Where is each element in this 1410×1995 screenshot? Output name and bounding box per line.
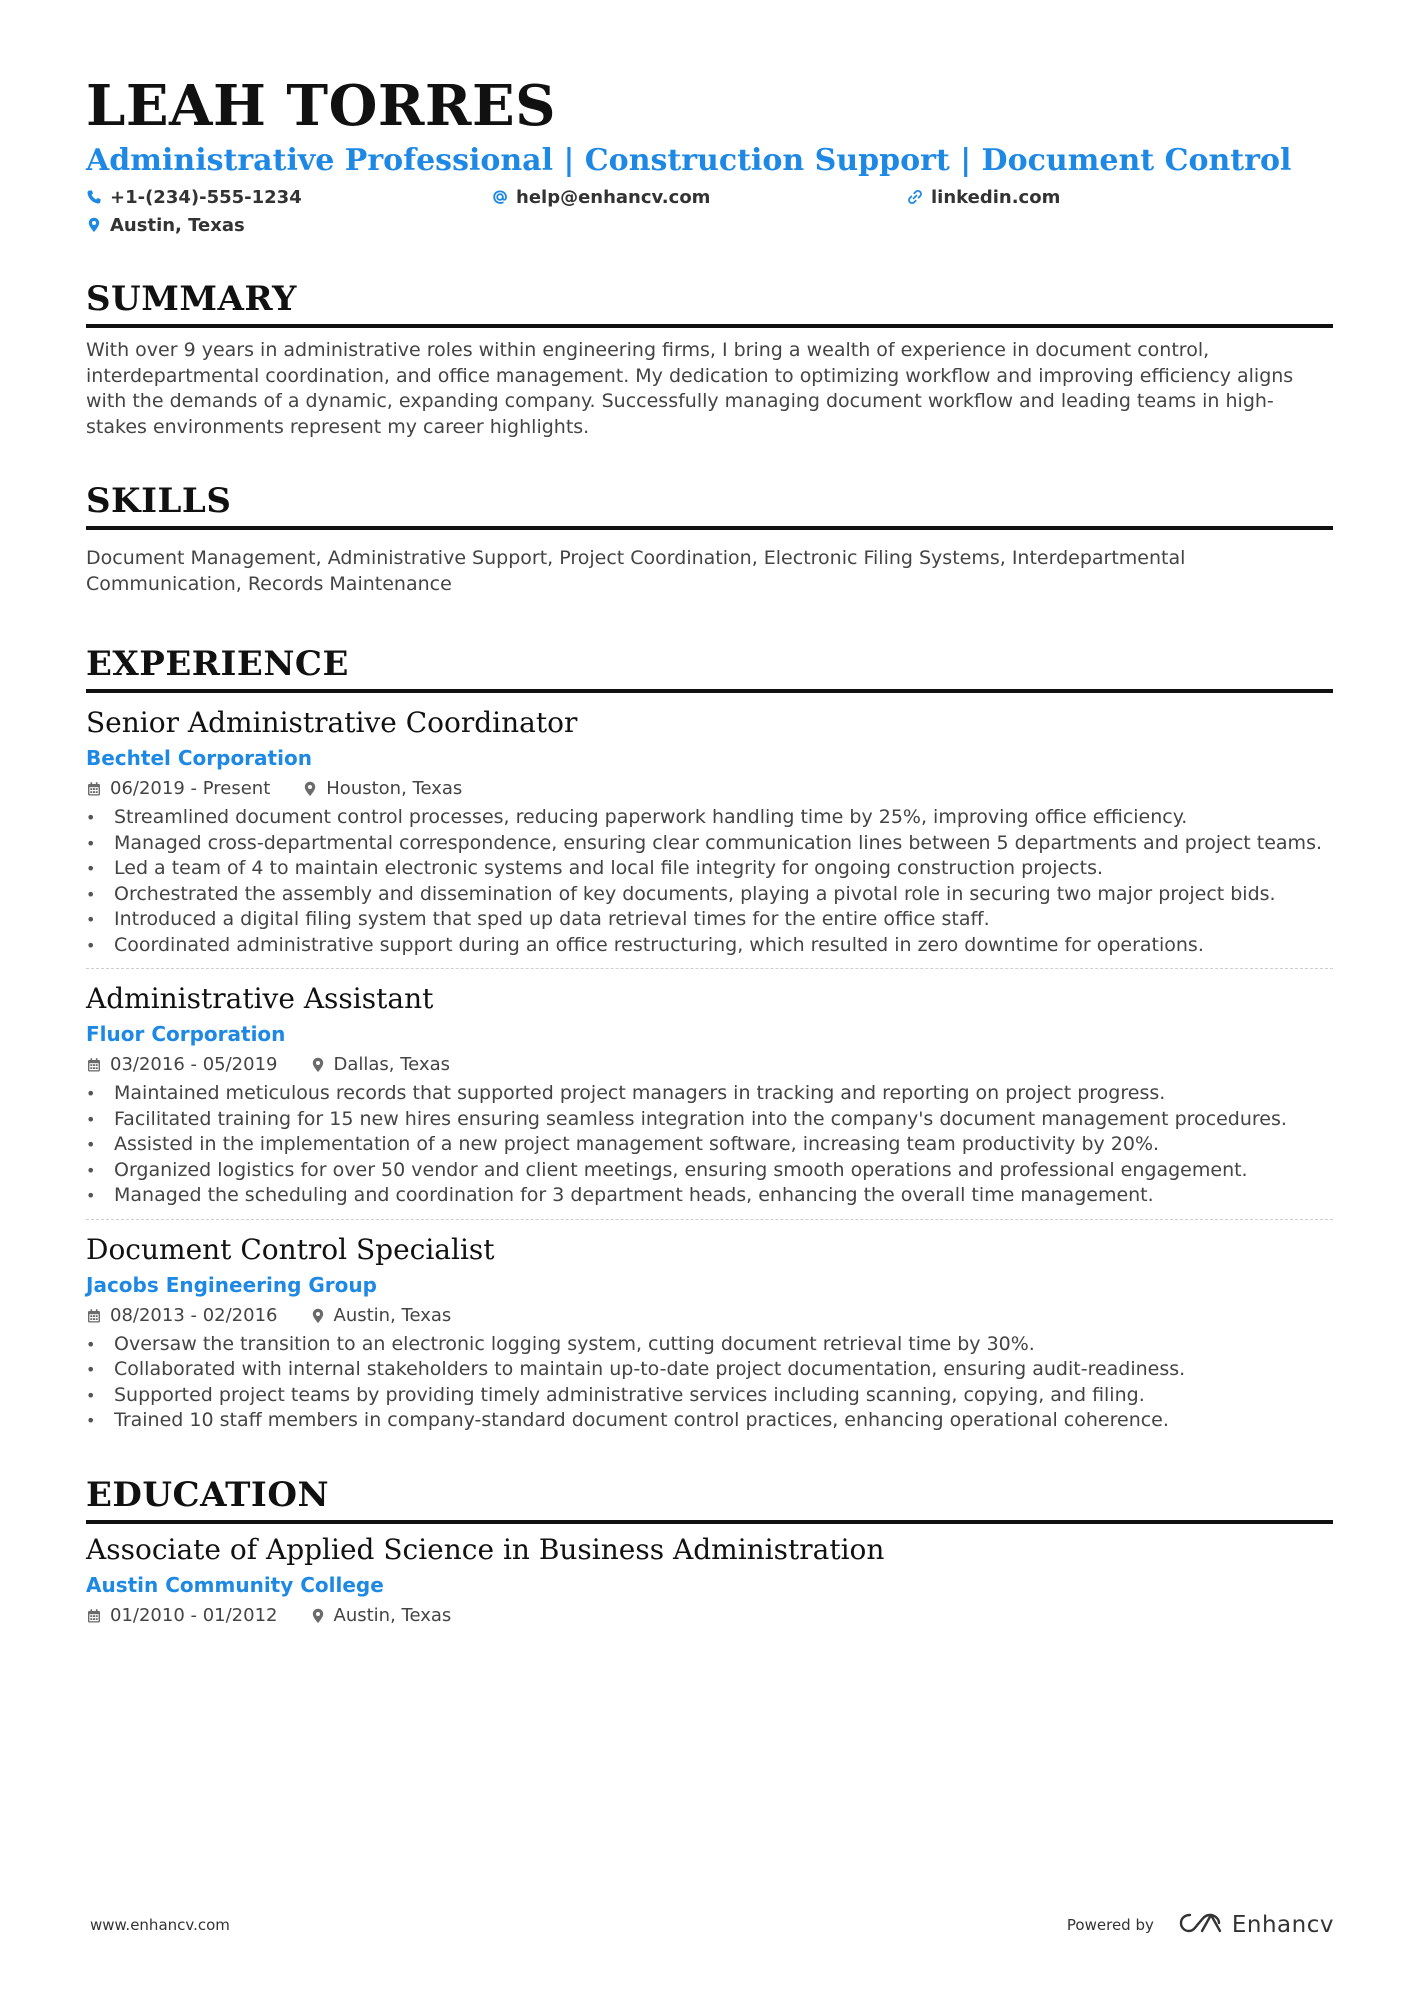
location-text: Austin, Texas xyxy=(110,214,245,236)
resume-page xyxy=(86,74,1333,1630)
phone-text: +1-(234)-555-1234 xyxy=(110,186,302,208)
calendar-icon xyxy=(86,1608,102,1624)
degree-title: Associate of Applied Science in Business Administration xyxy=(86,1532,885,1566)
job-bullet: • Assisted in the implementation of a new project management software, increasing team productivity by 20%. xyxy=(86,1132,1333,1158)
location-pin-icon xyxy=(310,1057,326,1073)
calendar-icon xyxy=(86,781,102,797)
job-bullets xyxy=(86,805,1333,958)
job-bullet: • Oversaw the transition to an electronic logging system, cutting document retrieval time by 30%. xyxy=(86,1332,1333,1358)
job-bullet: • Coordinated administrative support during an office restructuring, which resulted in zero downtime for operations. xyxy=(86,933,1333,959)
job-bullet: • Organized logistics for over 50 vendor and client meetings, ensuring smooth operations and professional engagement. xyxy=(86,1158,1333,1184)
enhancv-logo[interactable] xyxy=(1178,1911,1334,1940)
location-pin-icon xyxy=(310,1308,326,1324)
at-icon xyxy=(492,189,508,205)
job-location: Dallas, Texas xyxy=(333,1054,450,1075)
job-location: Houston, Texas xyxy=(326,778,463,799)
company-name: Jacobs Engineering Group xyxy=(86,1272,377,1297)
job-bullet: • Facilitated training for 15 new hires ensuring seamless integration into the company's document management procedures. xyxy=(86,1107,1333,1133)
candidate-headline: Administrative Professional | Construction Support | Document Control xyxy=(86,143,1292,178)
contact-email[interactable] xyxy=(492,184,710,210)
linkedin-text: linkedin.com xyxy=(931,186,1061,208)
powered-by-label: Powered by xyxy=(1066,1916,1154,1934)
skills-section xyxy=(86,480,1333,597)
contact-info xyxy=(86,184,1333,240)
calendar-icon xyxy=(86,1057,102,1073)
job-entry xyxy=(86,699,1333,958)
job-bullets xyxy=(86,1081,1333,1209)
job-bullet: • Trained 10 staff members in company-standard document control practices, enhancing operational coherence. xyxy=(86,1408,1333,1434)
job-bullet: • Led a team of 4 to maintain electronic systems and local file integrity for ongoing construction projects. xyxy=(86,856,1333,882)
location-pin-icon xyxy=(302,781,318,797)
job-bullet: • Managed the scheduling and coordination for 3 department heads, enhancing the overall time management. xyxy=(86,1183,1333,1209)
location-pin-icon xyxy=(310,1608,326,1624)
education-entry xyxy=(86,1532,1333,1630)
job-title: Administrative Assistant xyxy=(86,982,434,1015)
summary-text: With over 9 years in administrative roles within engineering firms, I bring a wealth of experience in document control, interdepartmental coordination, and office management. My dedication to optimizing workflow and improving efficiency aligns with the demands of a dynamic, expanding company. Successfully managing document workflow and leading teams in high-stakes environments represent my career highlights. xyxy=(86,339,1294,438)
contact-location xyxy=(86,212,245,238)
education-dates: 01/2010 - 01/2012 xyxy=(110,1604,278,1626)
contact-phone[interactable] xyxy=(86,184,302,210)
footer-url[interactable]: www.enhancv.com xyxy=(90,1916,230,1934)
job-meta xyxy=(86,1302,1333,1330)
experience-section xyxy=(86,643,1333,1434)
job-title: Senior Administrative Coordinator xyxy=(86,706,578,739)
email-text: help@enhancv.com xyxy=(516,186,711,208)
phone-icon xyxy=(86,189,102,205)
job-bullet: • Introduced a digital filing system that sped up data retrieval times for the entire office staff. xyxy=(86,907,1333,933)
job-bullet: • Collaborated with internal stakeholders to maintain up-to-date project documentation, ensuring audit-readiness. xyxy=(86,1357,1333,1383)
job-meta xyxy=(86,775,1333,803)
company-name: Bechtel Corporation xyxy=(86,746,312,770)
company-name: Fluor Corporation xyxy=(86,1022,286,1046)
summary-section xyxy=(86,278,1333,440)
enhancv-logo-icon xyxy=(1178,1911,1224,1940)
job-bullet: • Streamlined document control processes, reducing paperwork handling time by 25%, improving office efficiency. xyxy=(86,805,1333,831)
job-location: Austin, Texas xyxy=(333,1304,452,1326)
candidate-name: LEAH TORRES xyxy=(86,73,557,139)
job-bullet: • Managed cross-departmental correspondence, ensuring clear communication lines between 5 departments and project teams. xyxy=(86,831,1333,857)
education-heading: EDUCATION xyxy=(86,1474,330,1515)
job-dates: 06/2019 - Present xyxy=(110,778,271,799)
education-location: Austin, Texas xyxy=(333,1604,452,1626)
education-meta xyxy=(86,1602,1333,1630)
section-divider xyxy=(86,526,1333,530)
footer-branding xyxy=(1067,1911,1334,1940)
job-meta xyxy=(86,1051,1333,1079)
job-bullet: • Maintained meticulous records that supported project managers in tracking and reporting on project progress. xyxy=(86,1081,1333,1107)
section-divider xyxy=(86,324,1333,328)
job-dates: 08/2013 - 02/2016 xyxy=(110,1304,278,1326)
job-bullets xyxy=(86,1332,1333,1434)
skills-heading: SKILLS xyxy=(86,481,232,521)
resume-header xyxy=(86,74,1333,240)
section-divider xyxy=(86,689,1333,693)
job-title: Document Control Specialist xyxy=(86,1232,495,1266)
job-dates: 03/2016 - 05/2019 xyxy=(110,1054,278,1075)
job-entry xyxy=(86,1219,1333,1434)
contact-linkedin[interactable] xyxy=(907,184,1060,210)
skills-text: Document Management, Administrative Support, Project Coordination, Electronic Filing Systems, Interdepartmental Communication, Records Maintenance xyxy=(86,547,1186,595)
enhancv-brand-name: Enhancv xyxy=(1231,1912,1334,1938)
job-bullet: • Orchestrated the assembly and dissemination of key documents, playing a pivotal role in securing two major project bids. xyxy=(86,882,1333,908)
job-bullet: • Supported project teams by providing timely administrative services including scanning, copying, and filing. xyxy=(86,1383,1333,1409)
experience-heading: EXPERIENCE xyxy=(86,644,349,684)
education-section xyxy=(86,1474,1333,1630)
job-entry xyxy=(86,968,1333,1209)
school-name: Austin Community College xyxy=(86,1572,384,1597)
calendar-icon xyxy=(86,1308,102,1324)
link-icon xyxy=(907,189,923,205)
section-divider xyxy=(86,1520,1333,1524)
experience-list xyxy=(86,699,1333,1434)
page-footer xyxy=(90,1908,1334,1942)
location-pin-icon xyxy=(86,217,102,233)
summary-heading: SUMMARY xyxy=(86,279,297,319)
